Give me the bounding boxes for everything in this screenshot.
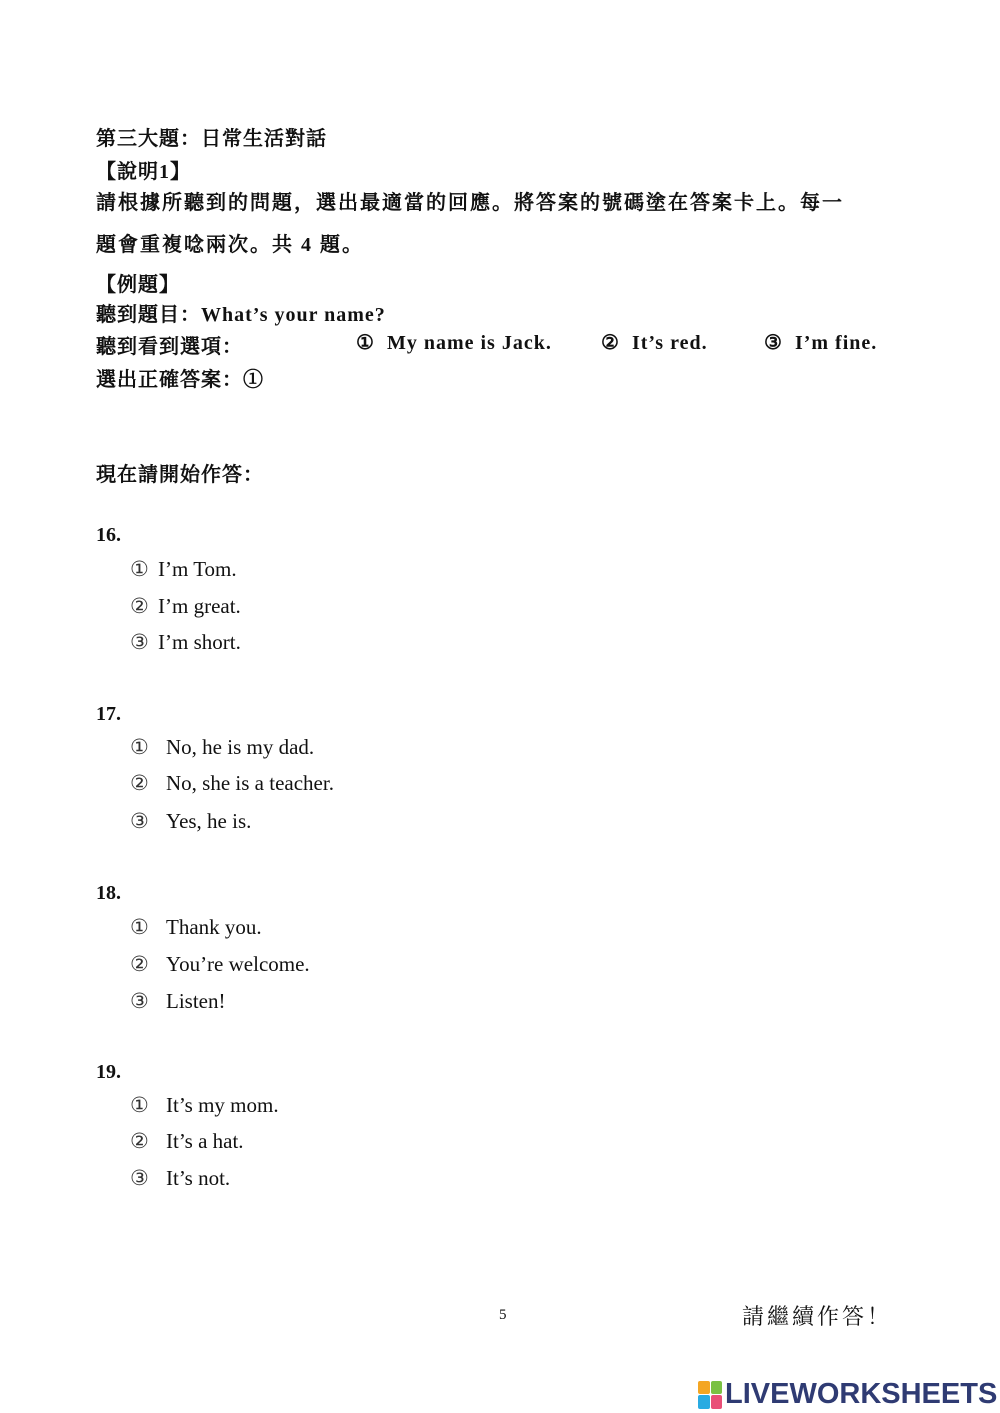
option-marker: ① <box>130 557 149 581</box>
option-text: It’s red. <box>631 332 708 354</box>
example-option-1 <box>356 330 552 355</box>
example-question <box>96 298 386 327</box>
option-marker: ② <box>601 332 620 354</box>
start-prompt: 現在請開始作答： <box>96 464 264 486</box>
option-marker: ② <box>130 771 149 795</box>
example-answer-value: ① <box>243 369 264 391</box>
instructions-label: 【說明1】 <box>96 161 191 183</box>
option-marker: ③ <box>764 332 783 354</box>
option-marker: ② <box>130 952 149 976</box>
option-marker: ③ <box>130 1166 149 1190</box>
answer-option[interactable] <box>130 1129 244 1154</box>
liveworksheets-logo-icon <box>698 1381 722 1409</box>
option-text: I’m great. <box>158 594 241 618</box>
option-text: Listen! <box>166 989 226 1013</box>
option-text: I’m short. <box>158 630 241 654</box>
example-answer <box>96 363 264 392</box>
answer-option[interactable] <box>130 1166 230 1191</box>
example-option-3 <box>764 330 877 355</box>
option-text: Yes, he is. <box>166 809 252 833</box>
option-text: No, he is my dad. <box>166 735 315 759</box>
liveworksheets-watermark[interactable] <box>698 1378 997 1411</box>
option-text: My name is Jack. <box>386 332 552 354</box>
option-marker: ③ <box>130 809 149 833</box>
option-marker: ② <box>130 594 149 618</box>
answer-option[interactable] <box>130 735 314 760</box>
option-text: I’m Tom. <box>158 557 237 581</box>
option-marker: ② <box>130 1129 149 1153</box>
section-title: 第三大題：日常生活對話 <box>96 128 327 150</box>
question-number: 16. <box>96 524 121 546</box>
watermark-text: LIVEWORKSHEETS <box>725 1378 998 1410</box>
answer-option[interactable] <box>130 771 334 796</box>
answer-option[interactable] <box>130 952 310 977</box>
instructions-line-2: 題會重複唸兩次。共 4 題。 <box>96 234 364 256</box>
answer-option[interactable] <box>130 557 237 582</box>
answer-option[interactable] <box>130 989 225 1014</box>
answer-option[interactable] <box>130 809 251 834</box>
page-number: 5 <box>499 1307 507 1323</box>
example-option-2 <box>601 330 708 355</box>
option-text: No, she is a teacher. <box>166 771 334 795</box>
example-question-text: What’s your name? <box>201 304 386 326</box>
option-text: It’s my mom. <box>166 1093 279 1117</box>
option-text: It’s not. <box>166 1166 231 1190</box>
option-text: Thank you. <box>166 915 262 939</box>
option-marker: ① <box>130 1093 149 1117</box>
answer-option[interactable] <box>130 1093 279 1118</box>
option-text: It’s a hat. <box>166 1129 244 1153</box>
option-marker: ① <box>130 915 149 939</box>
option-marker: ③ <box>130 989 149 1013</box>
example-options-label: 聽到看到選項： <box>96 336 243 358</box>
option-marker: ① <box>356 332 375 354</box>
example-options <box>96 330 878 359</box>
example-answer-label: 選出正確答案： <box>96 369 243 391</box>
option-marker: ① <box>130 735 149 759</box>
example-question-label: 聽到題目： <box>96 304 201 326</box>
question-number: 17. <box>96 703 121 725</box>
question-number: 18. <box>96 882 121 904</box>
question-number: 19. <box>96 1061 121 1083</box>
instructions-line-1: 請根據所聽到的問題，選出最適當的回應。將答案的號碼塗在答案卡上。每一 <box>96 192 844 214</box>
option-text: I’m fine. <box>794 332 878 354</box>
option-text: You’re welcome. <box>166 952 310 976</box>
option-marker: ③ <box>130 630 149 654</box>
continue-note: 請繼續作答！ <box>742 1304 893 1329</box>
answer-option[interactable] <box>130 594 241 619</box>
answer-option[interactable] <box>130 915 262 940</box>
example-label: 【例題】 <box>96 274 180 296</box>
answer-option[interactable] <box>130 630 241 655</box>
